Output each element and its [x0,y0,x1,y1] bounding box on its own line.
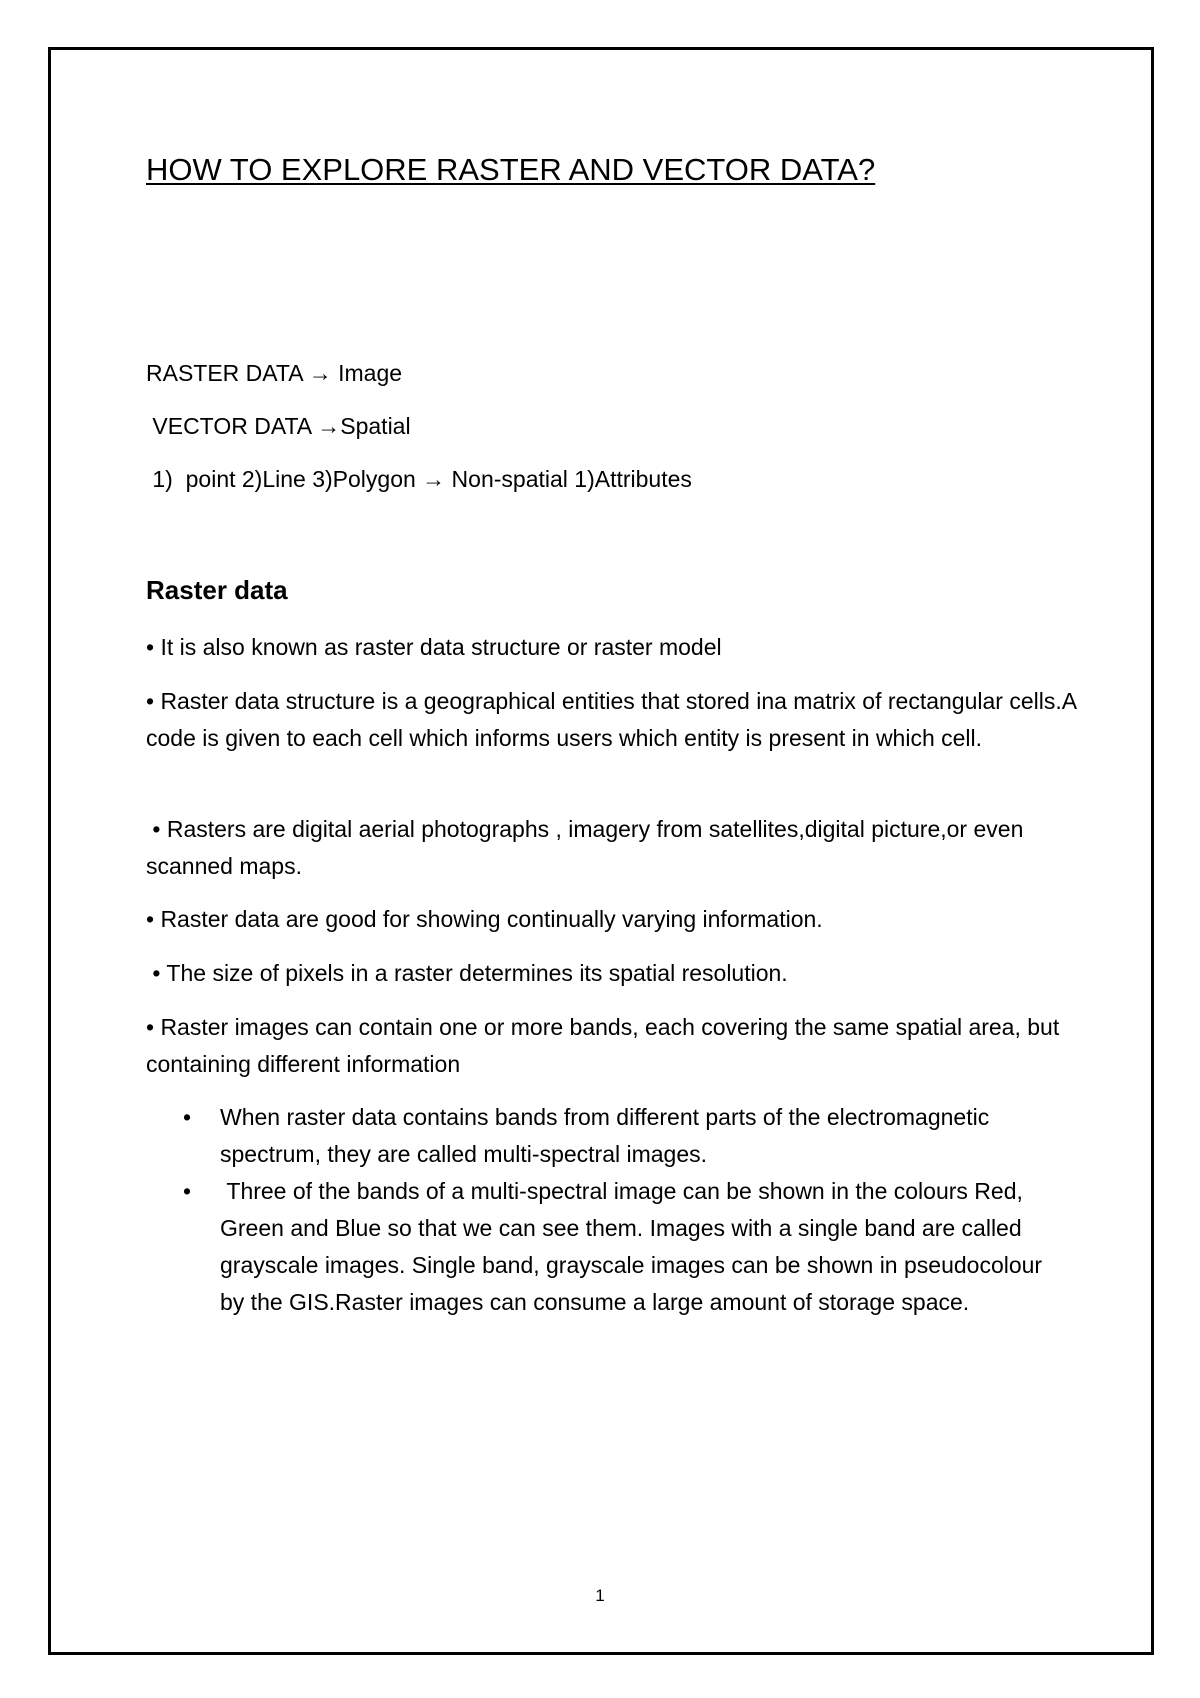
paragraph-5: • The size of pixels in a raster determines its spatial resolution. [146,960,788,986]
paragraph-6: • Raster images can contain one or more bands, each covering the same spatial area, but containing different information [146,1014,1060,1077]
page-title: HOW TO EXPLORE RASTER AND VECTOR DATA? [146,152,876,187]
paragraph-3: • Rasters are digital aerial photographs , imagery from satellites,digital picture,or even scanned maps. [146,816,1030,879]
list-item [183,1173,1049,1321]
paragraph-2: • Raster data structure is a geographical entities that stored ina matrix of rectangular cells.A code is given to each cell which informs users which entity is present in which cell. [146,688,1076,751]
page-number: 1 [595,1586,605,1605]
intro-line-raster: RASTER DATA → Image [146,360,403,386]
paragraph-4: • Raster data are good for showing continually varying information. [146,906,823,932]
intro-line-vector: VECTOR DATA →Spatial [146,413,411,439]
bullet-icon: • [183,1104,192,1130]
intro-line-types: 1) point 2)Line 3)Polygon → Non-spatial 1)Attributes [146,466,692,492]
bullet-icon: • [183,1178,192,1204]
sub-bullet-list [183,1099,1049,1321]
list-item-text: Three of the bands of a multi-spectral image can be shown in the colours Red, Green and Blue so that we can see them. Images with a single band are called grayscale images. Single band, grayscale images can be shown in pseudocolour by the GIS.Raster images can consume a large amount of storage space. [220,1178,1049,1315]
section-heading: Raster data [146,575,288,605]
list-item [183,1099,1043,1173]
list-item-text: When raster data contains bands from different parts of the electromagnetic spectrum, they are called multi-spectral images. [220,1104,990,1167]
paragraph-1: • It is also known as raster data structure or raster model [146,634,722,660]
